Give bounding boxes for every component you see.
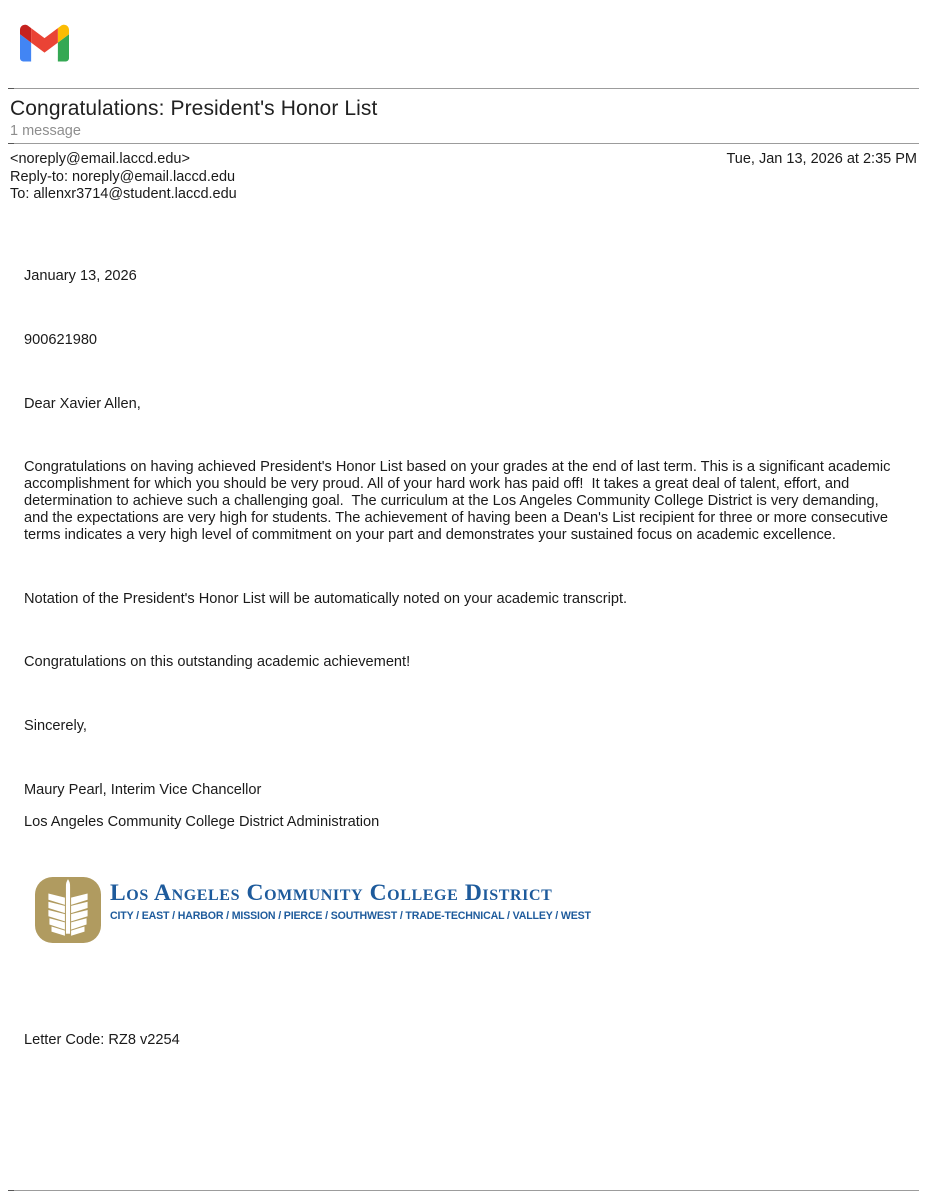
recipient-address: To: allenxr3714@student.laccd.edu xyxy=(10,186,237,202)
signature-name: Maury Pearl, Interim Vice Chancellor xyxy=(24,782,262,798)
bottom-divider xyxy=(8,1190,919,1191)
top-divider xyxy=(8,88,919,89)
letter-paragraph-congrats: Congratulations on this outstanding academic achievement! xyxy=(24,654,411,670)
salutation: Dear Xavier Allen, xyxy=(24,396,141,412)
message-count: 1 message xyxy=(10,123,81,139)
laccd-wheat-emblem-icon xyxy=(35,877,101,943)
letter-paragraph-main: Congratulations on having achieved President's Honor List based on your grades at the end of last term. This is a significant academic accomplishment for which you should be very proud. All of your hard work has paid off! It takes a great deal of talent, effort, and determination to achieve such a challenging goal. The curriculum at the Los Angeles Community College District is very demanding, and the expectations are very high for students. The achievement of having been a Dean's List recipient for three or more consecutive terms indicates a very high level of commitment on your part and demonstrates your sustained focus on academic excellence. xyxy=(24,459,895,543)
laccd-org-name: Los Angeles Community College District xyxy=(110,880,553,906)
sender-address: <noreply@email.laccd.edu> xyxy=(10,151,190,167)
laccd-logo-text xyxy=(110,877,591,922)
laccd-logo xyxy=(35,877,591,943)
letter-code: Letter Code: RZ8 v2254 xyxy=(24,1032,180,1048)
reply-to-address: Reply-to: noreply@email.laccd.edu xyxy=(10,168,236,185)
letter-date: January 13, 2026 xyxy=(24,268,137,284)
signature-organization: Los Angeles Community College District Administration xyxy=(24,814,380,830)
letter-paragraph-notation: Notation of the President's Honor List will be automatically noted on your academic transcript. xyxy=(24,591,628,607)
letter-closing: Sincerely, xyxy=(24,718,87,734)
laccd-campuses-list: CITY / EAST / HARBOR / MISSION / PIERCE / SOUTHWEST / TRADE-TECHNICAL / VALLEY / WEST xyxy=(110,910,591,922)
message-meta xyxy=(10,151,237,204)
gmail-logo-icon xyxy=(20,24,69,62)
message-date: Tue, Jan 13, 2026 at 2:35 PM xyxy=(726,151,917,167)
email-subject: Congratulations: President's Honor List xyxy=(10,97,378,120)
student-id: 900621980 xyxy=(24,332,98,348)
subject-divider xyxy=(8,143,919,144)
